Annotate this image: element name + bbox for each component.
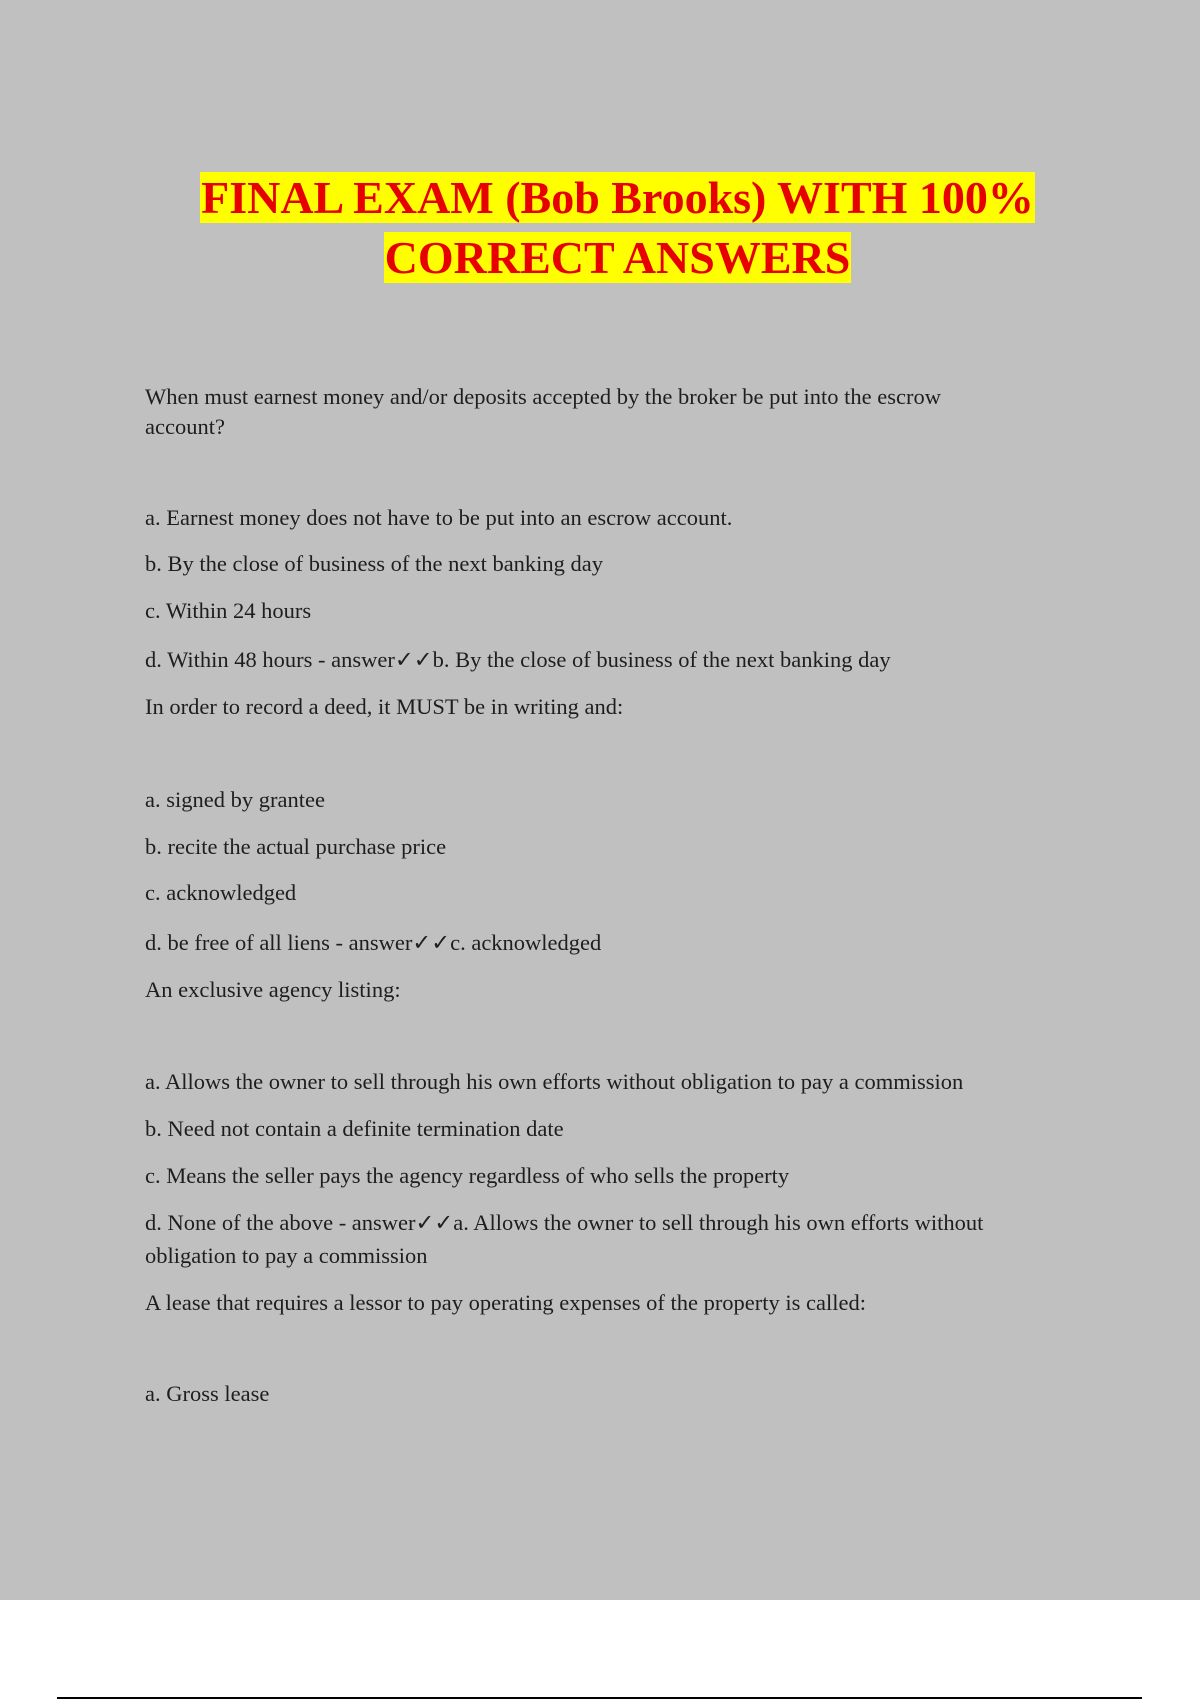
question-1-text-line-1: When must earnest money and/or deposits accepted by the broker be put into the escrow bbox=[145, 384, 942, 409]
question-1-option-b: b. By the close of business of the next banking day bbox=[145, 551, 604, 576]
question-3-option-d-continuation: obligation to pay a commission bbox=[145, 1243, 428, 1268]
title-line-1: FINAL EXAM (Bob Brooks) WITH 100% bbox=[201, 172, 1034, 223]
question-1-option-a: a. Earnest money does not have to be put into an escrow account. bbox=[145, 505, 733, 530]
question-2-option-c: c. acknowledged bbox=[145, 880, 297, 905]
question-1-option-c: c. Within 24 hours bbox=[145, 598, 312, 623]
question-4-text: A lease that requires a lessor to pay operating expenses of the property is called: bbox=[145, 1290, 867, 1315]
question-3-option-b: b. Need not contain a definite termination date bbox=[145, 1116, 564, 1141]
question-2-option-b: b. recite the actual purchase price bbox=[145, 834, 447, 859]
document-title bbox=[0, 168, 1200, 288]
question-2-option-a: a. signed by grantee bbox=[145, 787, 325, 812]
question-1-option-d-answer: d. Within 48 hours - answer✓✓b. By the close of business of the next banking day bbox=[145, 647, 891, 672]
question-1-text-line-2: account? bbox=[145, 414, 225, 439]
question-2-option-d-answer: d. be free of all liens - answer✓✓c. acknowledged bbox=[145, 930, 602, 955]
footer-divider bbox=[57, 1697, 1142, 1699]
question-3-option-c: c. Means the seller pays the agency regardless of who sells the property bbox=[145, 1163, 790, 1188]
question-2-text: In order to record a deed, it MUST be in writing and: bbox=[145, 694, 624, 719]
title-line-2: CORRECT ANSWERS bbox=[384, 232, 851, 283]
question-3-option-d-answer: d. None of the above - answer✓✓a. Allows the owner to sell through his own efforts without bbox=[145, 1210, 984, 1235]
question-3-option-a: a. Allows the owner to sell through his own efforts without obligation to pay a commission bbox=[145, 1069, 964, 1094]
question-4-option-a: a. Gross lease bbox=[145, 1381, 270, 1406]
question-3-text: An exclusive agency listing: bbox=[145, 977, 401, 1002]
